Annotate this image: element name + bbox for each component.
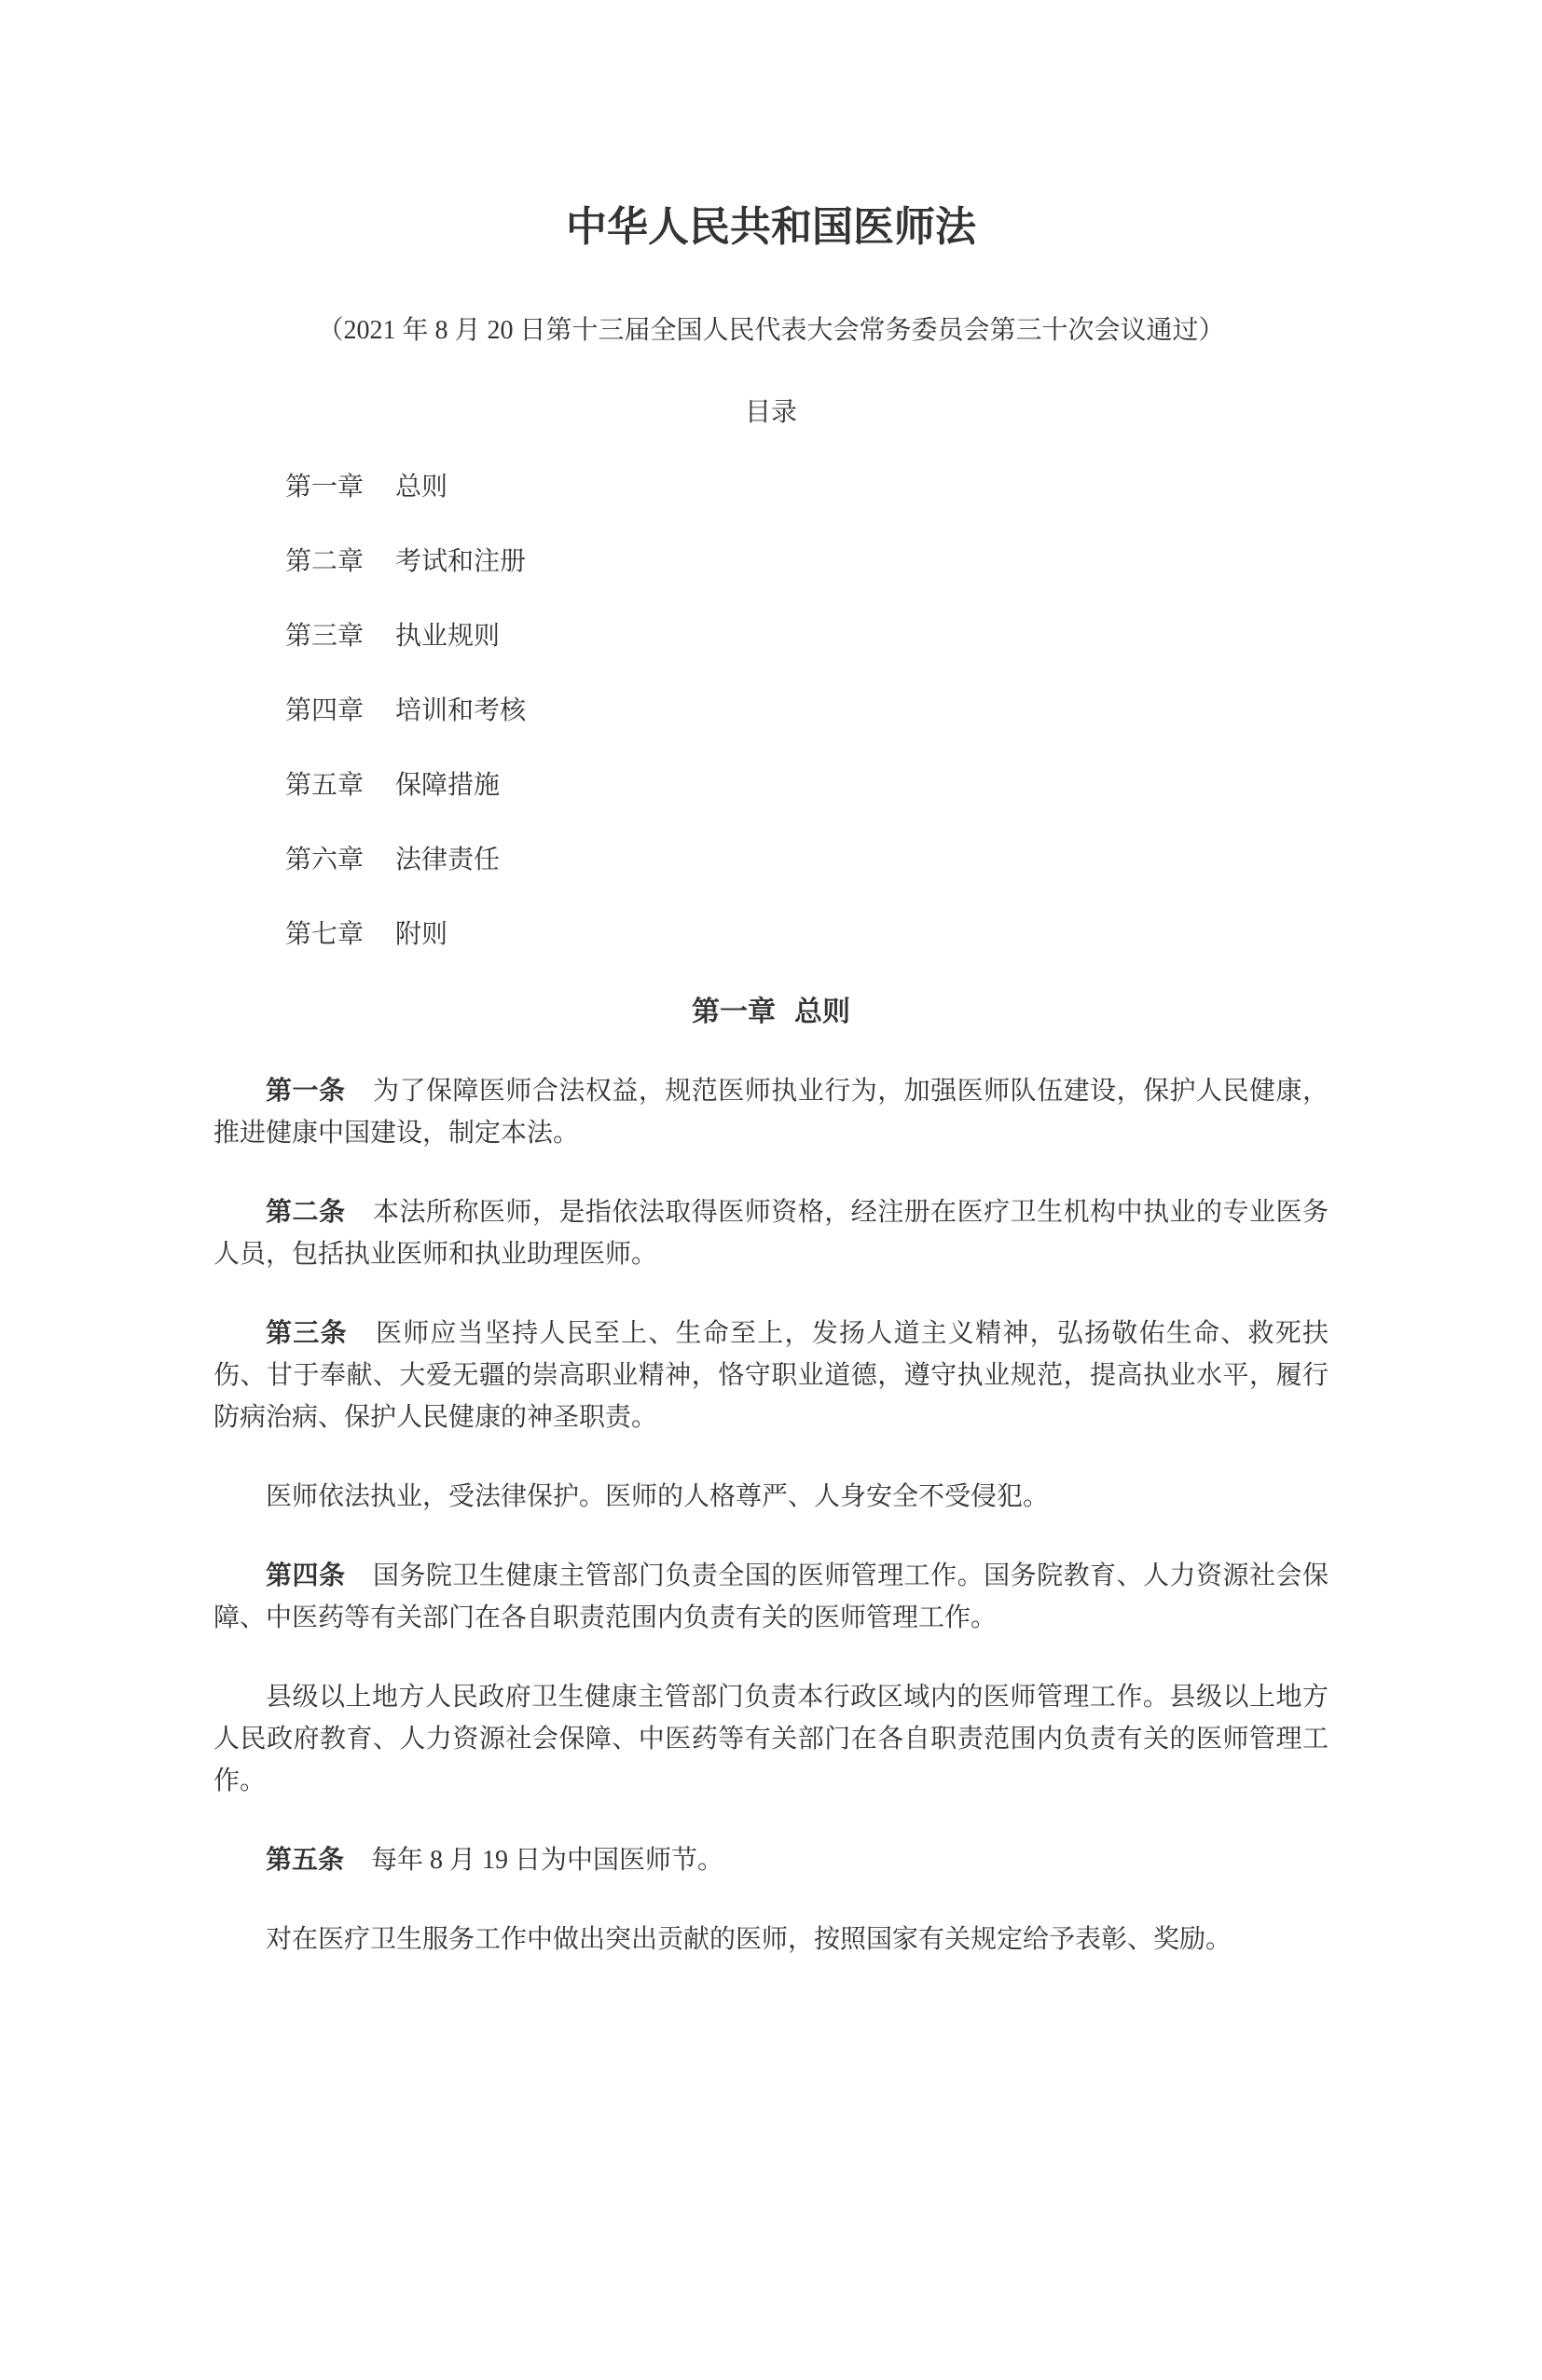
article-paragraph (213, 1476, 1329, 1518)
toc-chapter-title: 执业规则 (395, 622, 501, 651)
article-text: 县级以上地方人民政府卫生健康主管部门负责本行政区域内的医师管理工作。县级以上地方人民政府教育、人力资源社会保障、中医药等有关部门在各自职责范围内负责有关的医师管理工作。 (213, 1683, 1329, 1795)
article-number-label: 第五条 (266, 1846, 345, 1875)
toc-list (213, 466, 1329, 956)
toc-chapter-number: 第五章 (285, 771, 365, 800)
toc-chapter-title: 考试和注册 (395, 547, 527, 576)
toc-chapter-number: 第六章 (285, 846, 365, 874)
article-paragraph (213, 1070, 1329, 1154)
toc-item (213, 914, 1329, 956)
article-paragraph (213, 1555, 1329, 1639)
toc-chapter-title: 附则 (395, 920, 448, 949)
toc-item (213, 541, 1329, 583)
chapter-heading-title: 总则 (794, 997, 850, 1027)
article-text: 国务院卫生健康主管部门负责全国的医师管理工作。国务院教育、人力资源社会保障、中医药等有关部门在各自职责范围内负责有关的医师管理工作。 (213, 1561, 1329, 1632)
toc-chapter-number: 第三章 (285, 622, 365, 651)
toc-chapter-number: 第二章 (285, 547, 365, 576)
article-number-label: 第二条 (266, 1198, 346, 1227)
article-text: 医师应当坚持人民至上、生命至上，发扬人道主义精神，弘扬敬佑生命、救死扶伤、甘于奉献、大爱无疆的崇高职业精神，恪守职业道德，遵守执业规范，提高执业水平，履行防病治病、保护人民健康的神圣职责。 (213, 1319, 1329, 1432)
article-paragraph (213, 1313, 1329, 1438)
toc-item (213, 615, 1329, 657)
toc-chapter-number: 第四章 (285, 696, 365, 725)
document-page (0, 199, 1542, 1960)
article-number-label: 第三条 (266, 1319, 348, 1348)
article-paragraph (213, 1191, 1329, 1275)
article-text: 对在医疗卫生服务工作中做出突出贡献的医师，按照国家有关规定给予表彰、奖励。 (266, 1925, 1232, 1954)
article-paragraph (213, 1676, 1329, 1802)
toc-chapter-title: 保障措施 (395, 771, 501, 800)
toc-chapter-number: 第一章 (285, 473, 365, 502)
chapter-heading-number: 第一章 (692, 997, 776, 1027)
article-text: 每年 8 月 19 日为中国医师节。 (371, 1846, 724, 1875)
toc-chapter-number: 第七章 (285, 920, 365, 949)
article-paragraph (213, 1919, 1329, 1960)
toc-chapter-title: 培训和考核 (395, 696, 527, 725)
toc-item (213, 466, 1329, 508)
chapter-heading (213, 991, 1329, 1033)
document-subtitle: （2021 年 8 月 20 日第十三届全国人民代表大会常务委员会第三十次会议通过） (317, 316, 1225, 345)
toc-chapter-title: 法律责任 (395, 846, 501, 874)
article-number-label: 第四条 (266, 1561, 346, 1590)
document-title: 中华人民共和国医师法 (566, 204, 976, 250)
article-text: 为了保障医师合法权益，规范医师执业行为，加强医师队伍建设，保护人民健康，推进健康中国建设，制定本法。 (213, 1077, 1329, 1148)
article-text: 本法所称医师，是指依法取得医师资格，经注册在医疗卫生机构中执业的专业医务人员，包括执业医师和执业助理医师。 (213, 1198, 1329, 1269)
toc-heading: 目录 (744, 398, 797, 427)
toc-item (213, 764, 1329, 806)
articles-section (213, 1070, 1329, 1960)
article-text: 医师依法执业，受法律保护。医师的人格尊严、人身安全不受侵犯。 (266, 1482, 1050, 1511)
article-paragraph (213, 1839, 1329, 1881)
toc-item (213, 690, 1329, 732)
toc-chapter-title: 总则 (395, 473, 448, 502)
article-number-label: 第一条 (266, 1077, 346, 1106)
toc-item (213, 839, 1329, 881)
